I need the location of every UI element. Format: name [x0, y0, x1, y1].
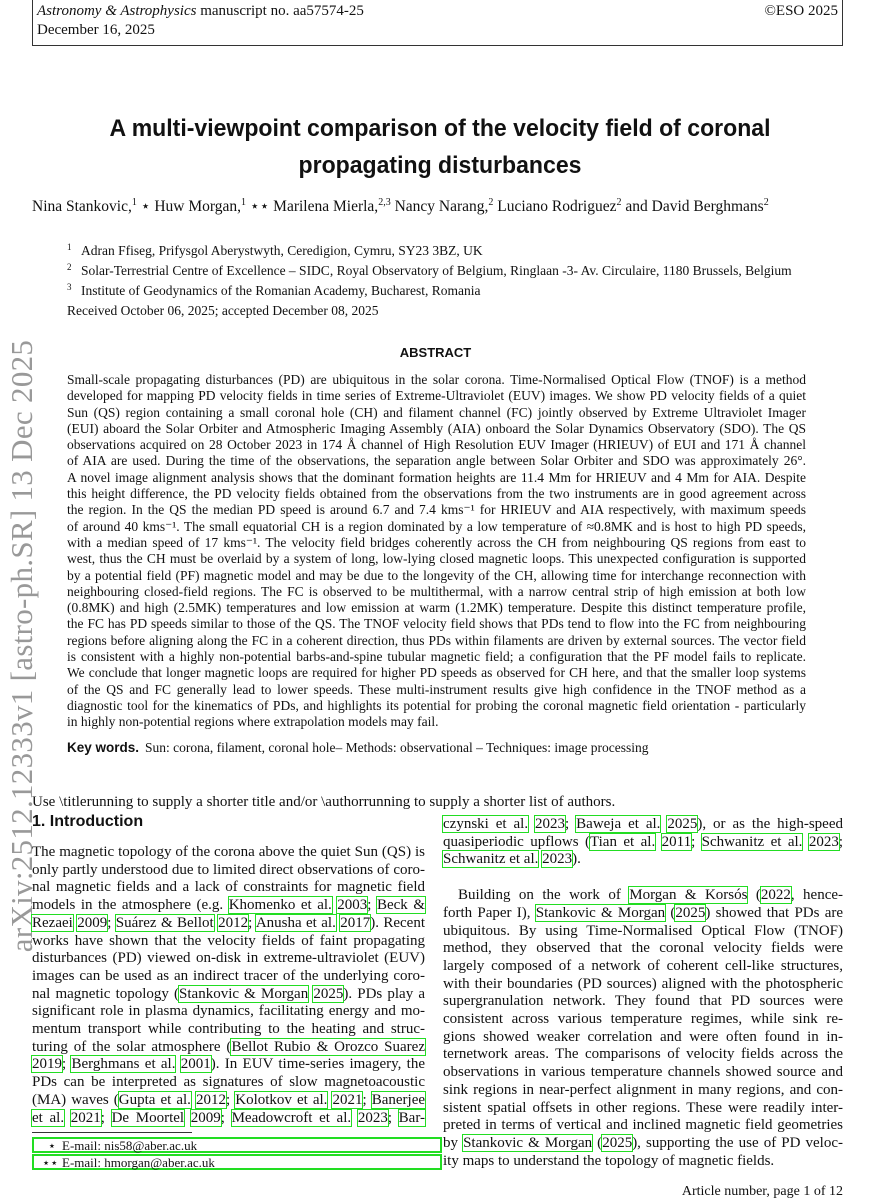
text-run: quasiperiodic upflows (	[443, 833, 590, 850]
citation-link[interactable]: 2022	[760, 887, 791, 904]
affiliation-number: 1	[241, 197, 247, 208]
text-run: by	[443, 1134, 464, 1151]
text-line	[443, 993, 843, 1011]
text-line	[443, 940, 843, 958]
citation-link[interactable]: Kolotkov et al.	[235, 1091, 328, 1108]
citation-link[interactable]: Berghmans et al.	[71, 1056, 176, 1073]
text-line	[67, 633, 806, 649]
running-title-note: Use \titlerunning to supply a shorter title and/or \authorrunning to supply a shorter list of authors.	[32, 794, 616, 810]
text-run: diagnostic tool for the kinematics of PDs, and highlights its potential for probing the coronal magnetic field orientation - particularly	[67, 697, 806, 713]
text-run: models in the atmosphere (e.g.	[32, 897, 229, 914]
citation-link[interactable]: Morgan & Korsós	[629, 887, 748, 904]
affiliation	[67, 239, 792, 259]
text-run: by a potential field (PF) magnetic model and may be due to the longevity of the CH, allowing time for interchange reconnection with	[67, 567, 806, 583]
text-line	[32, 1110, 425, 1128]
text-run: the region. In the QS the median PD speed is around 6.7 and 7.4 kms⁻¹ for HRIEUV and AIA respectively, with maximum speeds	[67, 502, 806, 518]
citation-link[interactable]: 2017	[340, 914, 371, 931]
affiliation-number: 1	[131, 197, 137, 208]
text-run: Building on the work of	[458, 887, 630, 904]
text-run: ity maps to understand the topology of magnetic fields.	[443, 1152, 775, 1169]
citation-link[interactable]: 2021	[332, 1091, 363, 1108]
text-line	[443, 1082, 843, 1100]
text-line	[443, 851, 843, 869]
citation-link[interactable]: 2025	[313, 985, 344, 1002]
text-run: with a median speed of 17 kms⁻¹. The velocity field bridges coherently across the CH from neighbouring QS regions from east to	[67, 534, 806, 550]
right-column	[443, 816, 843, 1170]
text-run: the FC has PD speeds similar to those of the QS. The TNOF velocity field shows that PDs tend to flow into the FC from neighbouring	[67, 616, 806, 632]
affiliation-number: 3	[67, 282, 72, 293]
text-run: ;	[62, 1056, 72, 1073]
text-run: preted in terms of vertical and inclined magnetic field geometries	[443, 1117, 843, 1134]
citation-link[interactable]: 2012	[218, 914, 249, 931]
paper-title	[56, 110, 824, 184]
text-run: ) showed that PDs are	[705, 904, 844, 921]
text-run: mentum transport while contributing to the heating and struc-	[32, 1021, 425, 1038]
received-date: Received October 06, 2025; accepted December 08, 2025	[67, 303, 379, 318]
footnote-mark: ⋆⋆	[246, 198, 270, 215]
affiliation	[67, 279, 792, 299]
header-date: December 16, 2025	[37, 22, 155, 38]
affiliation-text: Adran Ffiseg, Prifysgol Aberystwyth, Ceredigion, Cymru, SY23 3BZ, UK	[81, 243, 483, 258]
text-line	[443, 887, 843, 905]
text-line	[443, 1029, 843, 1047]
citation-link[interactable]: 2025	[667, 816, 698, 832]
text-line	[67, 568, 806, 584]
citation-link[interactable]: Anusha et al.	[255, 914, 336, 931]
text-run: ), supporting the use of PD veloc-	[632, 1134, 843, 1151]
text-run: west, thus the CH must be overlaid by a system of long, low-lying closed magnetic loops. This unexpected configuration is supported	[67, 551, 806, 567]
affiliation-number: 2,3	[378, 197, 391, 208]
text-run: ;	[691, 833, 702, 850]
text-line	[67, 470, 806, 486]
text-run	[184, 1110, 191, 1126]
text-run: observations acquired on 28 October 2023 in 174 Å channel of High Resolution EUV Imager (HRIEUV) of EUI and 171 Å channel	[67, 437, 806, 453]
text-run: Small-scale propagating disturbances (PD) are ubiquitous in the solar corona. Time-Normalised Optical Flow (TNOF) is a method	[67, 372, 806, 387]
text-line	[67, 551, 806, 567]
text-line	[67, 437, 806, 453]
text-run: ubiquitous. By using Time-Normalised Optical Flow (TNOF)	[443, 922, 843, 939]
citation-link[interactable]: 2025	[602, 1134, 633, 1151]
text-line	[67, 421, 806, 437]
citation-link[interactable]: 2019	[32, 1056, 62, 1073]
section-heading: 1. Introduction	[32, 813, 144, 830]
text-line	[443, 905, 843, 923]
text-run: ;	[362, 1091, 372, 1108]
paragraph-continuation	[443, 816, 843, 869]
citation-link[interactable]: Stankovic & Morgan	[535, 904, 666, 921]
journal-header	[32, 0, 843, 46]
citation-link[interactable]: De Moortel	[111, 1109, 185, 1126]
keywords	[67, 740, 648, 756]
text-line	[32, 862, 425, 880]
text-run: of around 40 kms⁻¹. The small equatorial CH is a region dominated by a low temperature of ≈0.8MK and is host to high PD speeds,	[67, 518, 806, 534]
text-line	[32, 1021, 425, 1039]
text-run: ;	[565, 816, 577, 832]
citation-link[interactable]: 2012	[196, 1091, 226, 1108]
text-line	[67, 584, 806, 600]
text-run: ;	[107, 914, 116, 931]
citation-link[interactable]: Banerjee	[371, 1091, 426, 1108]
footnote-text: E-mail: nis58@aber.ac.uk	[62, 1138, 198, 1153]
text-line	[32, 933, 425, 951]
text-run: of the QS and FC generally lead to lower speeds. These multi-instrument results give high confidence in the TNOF method as a	[67, 681, 806, 697]
text-line	[67, 502, 806, 518]
citation-link[interactable]: 2023	[542, 851, 573, 868]
text-run: ). PDs play a	[343, 985, 425, 1002]
affiliation-number: 2	[67, 262, 72, 273]
text-run: ;	[387, 1109, 399, 1126]
author-name: and David Berghmans	[621, 198, 764, 215]
text-run	[802, 834, 808, 850]
text-run: gions showed weaker correlation and were often found in in-	[443, 1028, 843, 1045]
manuscript-number: manuscript no. aa57574-25	[196, 3, 364, 19]
text-line	[443, 1011, 843, 1029]
text-run: ternetwork areas. The comparisons of velocity fields across the	[443, 1046, 843, 1063]
text-line	[443, 1117, 843, 1135]
author-list	[32, 197, 871, 216]
paragraph	[443, 887, 843, 1170]
text-run: (	[747, 887, 761, 904]
citation-link[interactable]: Tian et al.	[589, 833, 656, 850]
text-run: supergranulation network. They found that PD sources were	[443, 993, 843, 1010]
text-run: (MA) waves (	[32, 1091, 119, 1108]
affiliation-number: 2	[616, 197, 622, 208]
text-line	[67, 519, 806, 535]
text-run: consistent across various temperature regimes, while sink re-	[443, 1011, 843, 1028]
text-run: , hence-	[790, 887, 844, 904]
text-run: of AIA are used. During the time of the observations, the separation angle between Solar Orbiter and SDO was approximately 26°.	[67, 453, 806, 469]
journal-name: Astronomy & Astrophysics	[37, 3, 197, 19]
citation-link[interactable]: 2025	[675, 904, 706, 921]
text-line	[32, 897, 425, 915]
citation-link[interactable]: Khomenko et al.	[228, 897, 332, 914]
copyright: ©ESO 2025	[764, 3, 838, 19]
text-run	[175, 1056, 180, 1072]
text-run: ), or as the high-speed	[697, 816, 843, 832]
text-line	[32, 1003, 425, 1021]
text-run: developed for mapping PD velocity fields in time series of Extreme-Ultraviolet (EUV) images. We show PD velocity fields of a quiet	[67, 388, 806, 404]
citation-link[interactable]: et al.	[32, 1109, 65, 1126]
text-run: ;	[367, 897, 377, 914]
footnote-email-link[interactable]	[32, 1137, 442, 1153]
text-run: ). In EUV time-series imagery, the	[210, 1056, 425, 1073]
footnote-mark: ⋆⋆	[42, 1155, 59, 1170]
text-run: with their boundaries (PD sources) aligned with the photospheric	[443, 975, 843, 992]
title-line: propagating disturbances	[298, 152, 582, 179]
text-line	[67, 453, 806, 469]
text-line	[443, 1135, 843, 1153]
footnote-mark: ⋆	[47, 1138, 56, 1153]
text-line	[32, 968, 425, 986]
citation-link[interactable]: Bar-	[398, 1109, 426, 1126]
text-run: (EUI) aboard the Solar Orbiter and Atmospheric Imaging Assembly (AIA) onboard the Solar Dynamics Observatory (SDO). The QS	[67, 420, 806, 436]
citation-link[interactable]: 2009	[190, 1109, 221, 1126]
text-line	[443, 834, 843, 852]
text-run: turing of the solar atmosphere (	[32, 1038, 232, 1055]
text-run	[655, 834, 661, 850]
text-run: ;	[248, 914, 256, 931]
citation-link[interactable]: Stankovic & Morgan	[463, 1134, 593, 1151]
author-name: Huw Morgan,	[150, 198, 242, 215]
text-run: Sun (QS) region containing a small coronal hole (CH) and filament channel (FC) jointly observed by Extreme Ultraviolet Imager	[67, 404, 806, 420]
citation-link[interactable]: Schwanitz et al.	[701, 833, 803, 850]
citation-link[interactable]: 2003	[337, 897, 368, 914]
arxiv-stamp: arXiv:2512.12333v1 [astro-ph.SR] 13 Dec 2025	[4, 339, 39, 953]
footnote-email-link[interactable]	[32, 1154, 442, 1170]
text-run: nal magnetic fields and a lack of constraints for magnetic field	[32, 879, 425, 896]
text-run: regions before aligning along the FC in a coherent direction, thus PDs within filaments are driven by external sources. The vector field	[67, 632, 806, 648]
text-line	[32, 879, 425, 897]
citation-link[interactable]: Baweja et al.	[576, 816, 661, 832]
text-run: (0.8MK) and high (2.5MK) temperatures and low emission at warm (1.2MK) temperature. Despite this distinct temperature profile,	[67, 600, 806, 616]
text-run: forth Paper I),	[443, 904, 536, 921]
citation-link[interactable]: czynski et al.	[443, 816, 529, 832]
text-line	[443, 1100, 843, 1118]
citation-link[interactable]: Bellot Rubio & Orozco Suarez	[231, 1038, 425, 1055]
text-line	[32, 1056, 425, 1074]
text-run: (	[665, 904, 676, 921]
text-run	[351, 1110, 358, 1126]
affiliations	[67, 239, 792, 300]
text-line	[67, 649, 806, 665]
citation-link[interactable]: 2023	[808, 833, 839, 850]
text-run: neighbouring closed-field regions. The FC is observed to be multithermal, with a narrow central strip of high emission at both low	[67, 583, 806, 599]
text-line	[32, 1074, 425, 1092]
text-line	[443, 1046, 843, 1064]
affiliation-number: 2	[488, 197, 494, 208]
text-run: sink regions in near-perfect alignment in many regions, and con-	[443, 1081, 843, 1098]
text-run: A novel image alignment analysis shows that the dominant formation heights are 11.4 Mm for HRIEUV and 4 Mm for AIA. Despite	[67, 469, 806, 485]
citation-link[interactable]: Meadowcroft et al.	[231, 1109, 352, 1126]
text-run: this height difference, the PD velocity fields obtained from the observations from the two instruments are in good agreement across	[67, 486, 806, 502]
text-line	[67, 665, 806, 681]
text-run: works have shown that the velocity fields of faint propagating	[32, 932, 425, 949]
text-line	[443, 958, 843, 976]
text-line	[32, 915, 425, 933]
affiliation	[67, 259, 792, 279]
text-line	[67, 682, 806, 698]
affiliation-number: 1	[67, 242, 72, 252]
text-line	[67, 405, 806, 421]
text-run: disturbances (PD) viewed on-disk in extreme-ultraviolet (EUV)	[32, 950, 425, 967]
text-run: method, they observed that the coronal velocity fields were	[443, 940, 843, 957]
text-run: images can be used as an indirect tracer of the underlying coro-	[32, 967, 425, 984]
text-run: observations in various temperature channels showed source and	[443, 1064, 843, 1081]
text-run	[64, 1110, 71, 1126]
text-line	[32, 986, 425, 1004]
affiliation-text: Institute of Geodynamics of the Romanian Academy, Bucharest, Romania	[81, 283, 481, 299]
text-line	[67, 714, 806, 730]
text-run: We conclude that longer magnetic loops are required for higher PD speeds as observed for CH here, and that the smaller loop systems	[67, 665, 806, 681]
author-name: Nancy Narang,	[390, 198, 489, 215]
citation-link[interactable]: 2021	[70, 1109, 101, 1126]
text-run: largely composed of a network of coherent cell-like structures,	[443, 957, 843, 974]
keywords-label: Key words.	[67, 740, 140, 755]
citation-link[interactable]: Suárez & Bellot	[115, 914, 214, 931]
citation-link[interactable]: Gupta et al.	[118, 1091, 191, 1108]
text-line	[32, 844, 425, 862]
abstract-heading: ABSTRACT	[399, 345, 472, 360]
author-name: Nina Stankovic,	[32, 198, 132, 215]
text-line	[67, 372, 806, 388]
text-run: ;	[838, 833, 843, 850]
text-run: sistent spatial offsets in other regions. These were readily inter-	[443, 1099, 843, 1116]
text-line	[443, 976, 843, 994]
text-run: ).	[572, 851, 581, 868]
footnote-mark: ⋆	[136, 198, 151, 215]
text-line	[67, 616, 806, 632]
affiliation-text: Solar-Terrestrial Centre of Excellence – SIDC, Royal Observatory of Belgium, Ringlaan -3- Av. Circulaire, 1180 Brussels, Belgium	[81, 263, 792, 279]
text-line	[32, 1039, 425, 1057]
text-run	[528, 816, 535, 832]
text-line	[67, 535, 806, 551]
text-line	[32, 1092, 425, 1110]
citation-link[interactable]: Stankovic & Morgan	[179, 985, 309, 1002]
page-footer: Article number, page 1 of 12	[681, 1184, 843, 1199]
citation-link[interactable]: 2023	[357, 1109, 388, 1126]
text-line	[443, 923, 843, 941]
text-run: PDs can be interpreted as signatures of slow magnetoacoustic	[32, 1074, 425, 1091]
citation-link[interactable]: Schwanitz et al.	[443, 851, 539, 868]
text-run: is consistent with a highly non-potential barbs-and-spine tubular magnetic field; a configuration that the PF model fails to replicate.	[67, 649, 806, 665]
keywords-text: Sun: corona, filament, coronal hole– Methods: observational – Techniques: image processing	[145, 740, 649, 755]
citation-link[interactable]: Rezaei	[32, 914, 73, 931]
footnote-rule	[32, 1132, 192, 1133]
text-line	[67, 388, 806, 404]
citation-link[interactable]: 2001	[180, 1056, 211, 1073]
text-run: nal magnetic topology (	[32, 985, 180, 1002]
text-line	[67, 486, 806, 502]
text-run: ). Recent	[370, 914, 425, 931]
abstract-body	[67, 372, 806, 731]
citation-link[interactable]: Beck &	[376, 897, 425, 914]
author-name: Luciano Rodriguez	[493, 198, 617, 215]
affiliation-number: 2	[763, 197, 769, 208]
text-run: ;	[220, 1109, 232, 1126]
text-line	[443, 1064, 843, 1082]
text-run: ;	[226, 1091, 236, 1108]
text-run: in highly non-potential regions where extrapolation models may fail.	[67, 714, 439, 730]
left-column-paragraph	[32, 844, 425, 1127]
citation-link[interactable]: 2023	[535, 816, 566, 832]
citation-link[interactable]: 2011	[661, 833, 692, 850]
text-line	[67, 600, 806, 616]
citation-link[interactable]: 2009	[77, 914, 108, 931]
text-line	[443, 816, 843, 834]
text-run: only partly understood due to limited direct observations of coro-	[32, 861, 425, 878]
text-line	[32, 950, 425, 968]
author-name: Marilena Mierla,	[269, 198, 379, 215]
text-run: significant role in plasma dynamics, facilitating energy and mo-	[32, 1003, 425, 1020]
text-line	[443, 1153, 843, 1171]
text-line	[67, 698, 806, 714]
title-line: A multi-viewpoint comparison of the velocity field of coronal	[109, 115, 771, 142]
text-run: The magnetic topology of the corona above the quiet Sun (QS) is	[32, 844, 425, 860]
footnote-text: E-mail: hmorgan@aber.ac.uk	[62, 1155, 215, 1170]
text-run: (	[592, 1134, 603, 1151]
text-run: ;	[100, 1109, 112, 1126]
